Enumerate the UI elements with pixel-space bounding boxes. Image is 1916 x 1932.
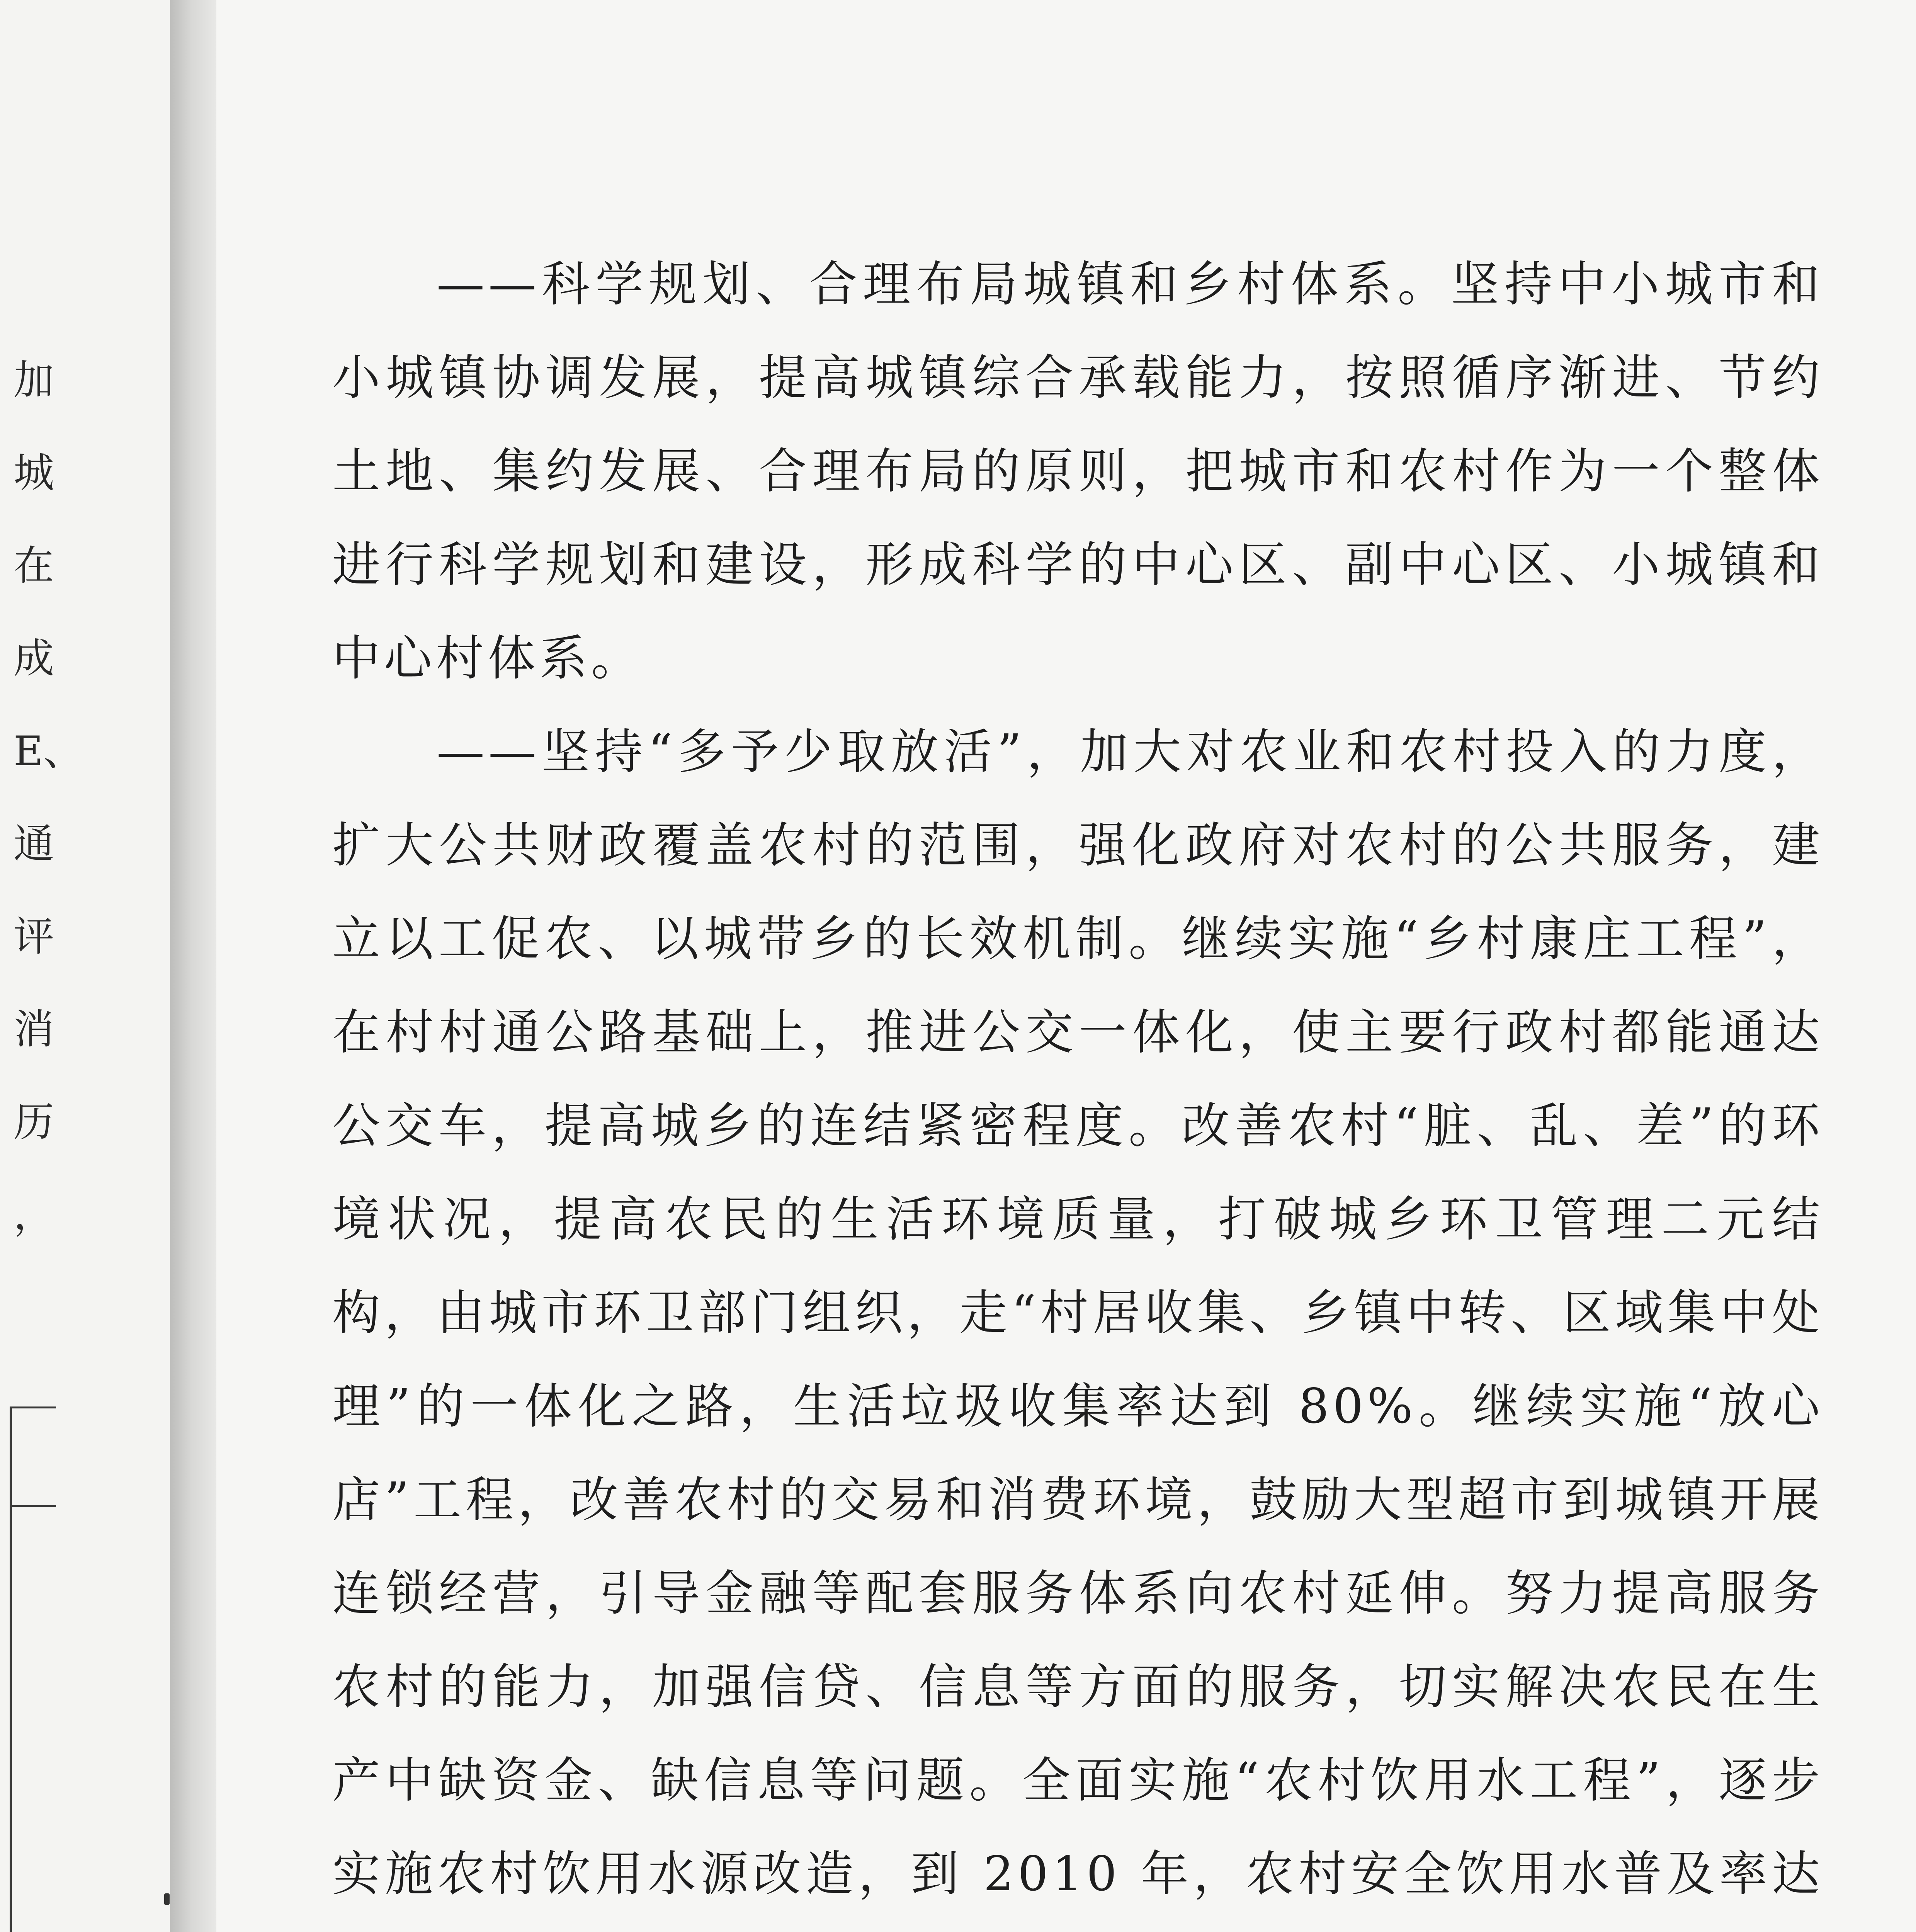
scan-speck bbox=[164, 1893, 170, 1905]
margin-fragment: 成 bbox=[14, 635, 54, 682]
margin-fragment: 消 bbox=[14, 1006, 54, 1053]
margin-fragment: 评 bbox=[14, 913, 54, 960]
table-border-line bbox=[10, 1406, 12, 1932]
body-text bbox=[332, 238, 1824, 1932]
margin-fragment: 加 bbox=[14, 357, 54, 404]
paragraph-planning: ——科学规划、合理布局城镇和乡村体系。坚持中小城市和小城镇协调发展，提高城镇综合承载能力，按照循序渐进、节约土地、集约发展、合理布局的原则，把城市和农村作为一个整体进行科学规划和建设，形成科学的中心区、副中心区、小城镇和中心村体系。 bbox=[332, 257, 1824, 686]
paragraph-rural-investment: ——坚持“多予少取放活”，加大对农业和农村投入的力度，扩大公共财政覆盖农村的范围，强化政府对农村的公共服务，建立以工促农、以城带乡的长效机制。继续实施“乡村康庄工程”，在村村通公路基础上，推进公交一体化，使主要行政村都能通达公交车，提高城乡的连结紧密程度。改善农村“脏、乱、差”的环境状况，提高农民的生活环境质量，打破城乡环卫管理二元结构，由城市环卫部门组织，走“村居收集、乡镇中转、区域集中处理”的一体化之路，生活垃圾收集率达到 80%。继续实施“放心店”工程，改善农村的交易和消费环境，鼓励大型超市到城镇开展连锁经营，引导金融等配套服务体系向农村延伸。努力提高服务农村的能力，加强信贷、信息等方面的服务，切实解决农民在生产中缺资金、缺信息等问题。全面实施“农村饮用水工程”，逐步实施农村饮用水源改造，到 2010 年，农村安全饮用水普及率达 bbox=[332, 724, 1824, 1902]
table-border-line bbox=[10, 1406, 56, 1408]
document-page bbox=[216, 0, 1916, 1932]
margin-fragment: ， bbox=[14, 1191, 54, 1238]
margin-fragment: 通 bbox=[14, 820, 54, 867]
margin-fragment: E、 bbox=[14, 728, 84, 775]
margin-fragment: 在 bbox=[14, 542, 54, 589]
margin-fragment: 历 bbox=[14, 1099, 54, 1146]
table-border-line bbox=[10, 1505, 56, 1507]
previous-page-edge bbox=[0, 0, 193, 1932]
binding-gutter bbox=[170, 0, 224, 1932]
margin-fragment: 城 bbox=[14, 449, 54, 497]
